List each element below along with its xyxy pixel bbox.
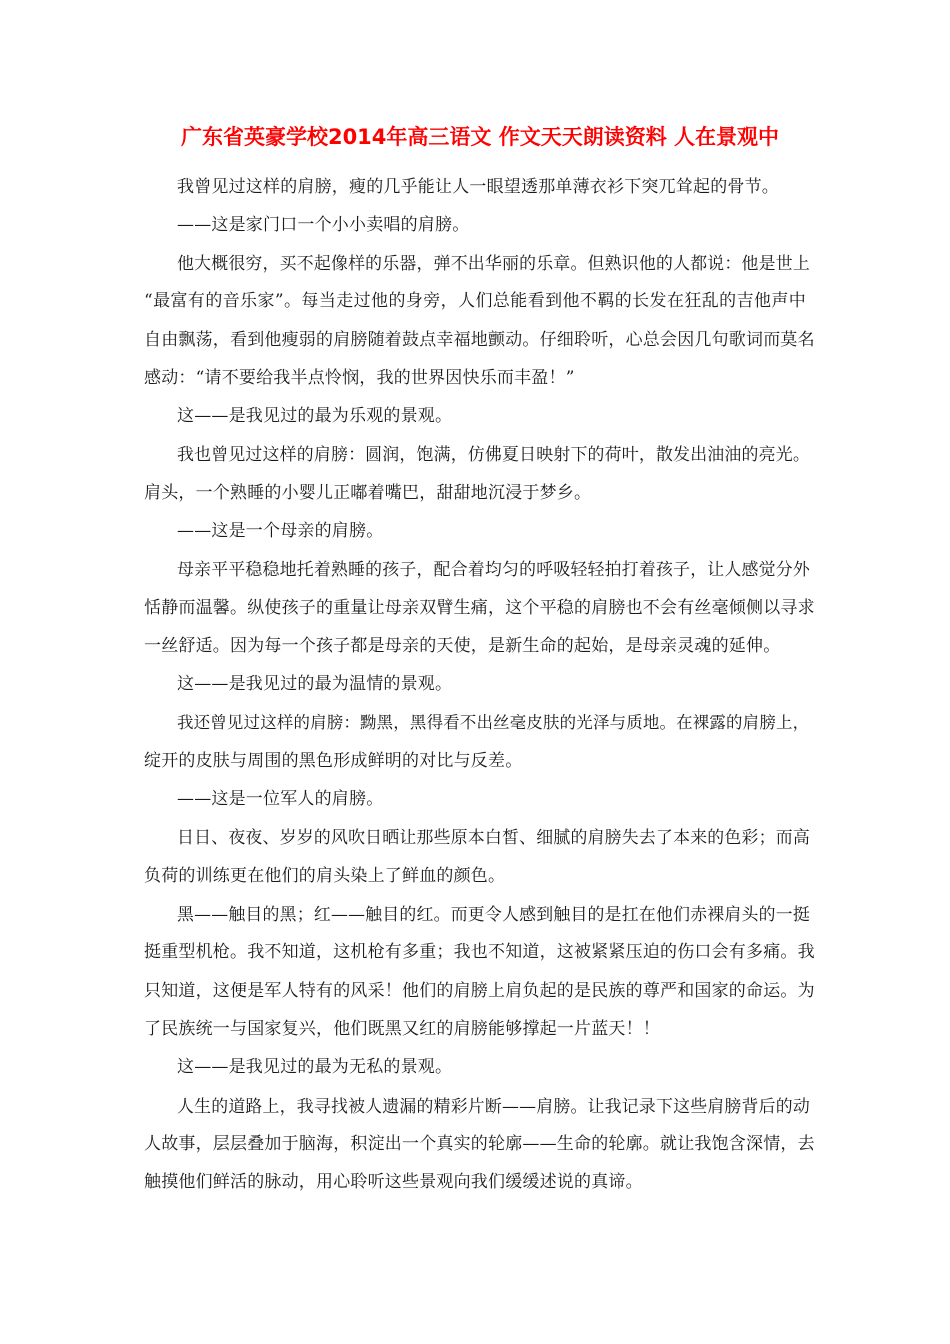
paragraph-line: 这——是我见过的最为无私的景观。: [177, 1057, 453, 1077]
paragraph-line: 挺重型机枪。我不知道，这机枪有多重；我也不知道，这被紧紧压迫的伤口会有多痛。我: [144, 942, 815, 962]
paragraph-line: 只知道，这便是军人特有的风采！他们的肩膀上肩负起的是民族的尊严和国家的命运。为: [144, 981, 815, 1001]
paragraph-line: 感动：“请不要给我半点怜悯，我的世界因快乐而丰盈！”: [144, 368, 575, 388]
paragraph-line: 一丝舒适。因为每一个孩子都是母亲的天使，是新生命的起始，是母亲灵魂的延伸。: [144, 636, 781, 656]
paragraph-line: 这——是我见过的最为乐观的景观。: [177, 406, 453, 426]
paragraph-line: 绽开的皮肤与周围的黑色形成鲜明的对比与反差。: [144, 751, 523, 771]
paragraph-line: ——这是一位军人的肩膀。: [177, 789, 384, 809]
paragraph-line: 我也曾见过这样的肩膀：圆润，饱满，仿佛夏日映射下的荷叶，散发出油油的亮光。: [177, 444, 810, 464]
paragraph-line: 这——是我见过的最为温情的景观。: [177, 674, 453, 694]
paragraph-line: 人故事，层层叠加于脑海，积淀出一个真实的轮廓——生命的轮廓。就让我饱含深情，去: [144, 1134, 815, 1154]
document-title: 广东省英豪学校2014年高三语文 作文天天朗读资料 人在景观中: [180, 125, 780, 149]
paragraph-line: 人生的道路上，我寻找被人遗漏的精彩片断——肩膀。让我记录下这些肩膀背后的动: [177, 1096, 810, 1116]
paragraph-line: ——这是一个母亲的肩膀。: [177, 521, 384, 541]
paragraph-line: 我曾见过这样的肩膀，瘦的几乎能让人一眼望透那单薄衣衫下突兀耸起的骨节。: [177, 177, 779, 197]
paragraph-line: 自由飘荡，看到他瘦弱的肩膀随着鼓点幸福地颤动。仔细聆听，心总会因几句歌词而莫名: [144, 330, 815, 350]
paragraph-line: 日日、夜夜、岁岁的风吹日晒让那些原本白皙、细腻的肩膀失去了本来的色彩；而高: [177, 827, 810, 847]
paragraph-line: 我还曾见过这样的肩膀：黝黑，黑得看不出丝毫皮肤的光泽与质地。在裸露的肩膀上，: [177, 713, 810, 732]
paragraph-line: 肩头，一个熟睡的小婴儿正嘟着嘴巴，甜甜地沉浸于梦乡。: [144, 483, 592, 503]
paragraph-line: 黑——触目的黑；红——触目的红。而更令人感到触目的是扛在他们赤裸肩头的一挺: [177, 904, 810, 924]
paragraph-line: ——这是家门口一个小小卖唱的肩膀。: [177, 215, 470, 235]
paragraph-line: 负荷的训练更在他们的肩头染上了鲜血的颜色。: [144, 866, 506, 886]
paragraph-line: “最富有的音乐家”。每当走过他的身旁，人们总能看到他不羁的长发在狂乱的吉他声中: [144, 291, 806, 311]
paragraph-line: 他大概很穷，买不起像样的乐器，弹不出华丽的乐章。但熟识他的人都说：他是世上: [177, 253, 810, 273]
paragraph-line: 了民族统一与国家复兴，他们既黑又红的肩膀能够撑起一片蓝天！！: [144, 1019, 660, 1039]
paragraph-line: 触摸他们鲜活的脉动，用心聆听这些景观向我们缓缓述说的真谛。: [144, 1172, 643, 1192]
paragraph-line: 母亲平平稳稳地托着熟睡的孩子，配合着均匀的呼吸轻轻拍打着孩子，让人感觉分外: [177, 559, 810, 579]
paragraph-line: 恬静而温馨。纵使孩子的重量让母亲双臂生痛，这个平稳的肩膀也不会有丝毫倾侧以寻求: [144, 598, 815, 618]
